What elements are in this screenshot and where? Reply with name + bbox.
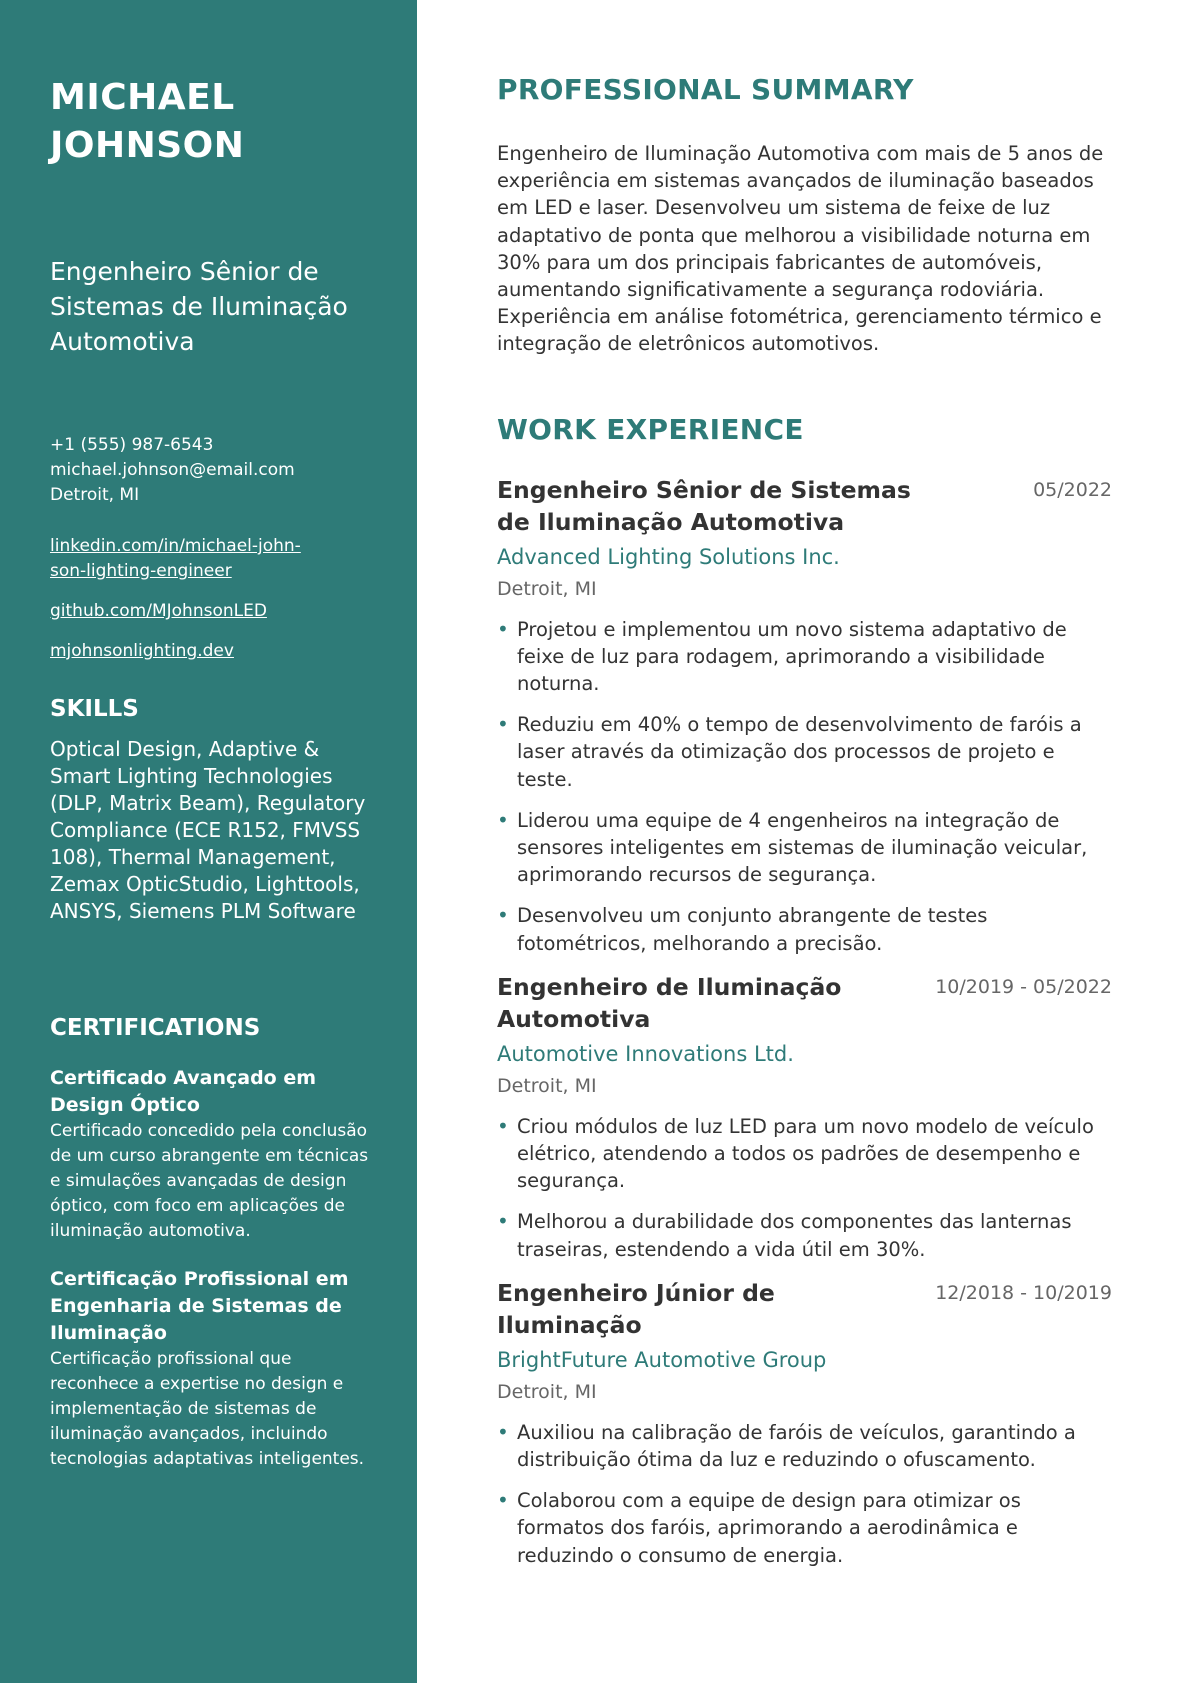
job-bullets <box>497 1419 1112 1569</box>
bullet-dot-icon: • <box>497 712 509 737</box>
job-bullet <box>497 1208 1112 1262</box>
job-title: Engenheiro Júnior de Iluminação <box>497 1278 775 1339</box>
email: michael.johnson@email.com <box>50 460 295 480</box>
bullet-dot-icon: • <box>497 616 509 641</box>
contact-location: Detroit, MI <box>50 485 140 505</box>
job-bullet <box>497 616 1112 698</box>
github-link[interactable]: github.com/MJohnsonLED <box>50 601 267 621</box>
job-date: 12/2018 - 10/2019 <box>935 1281 1112 1304</box>
phone: +1 (555) 987-6543 <box>50 435 214 455</box>
job-header <box>497 1277 1112 1341</box>
bullet-dot-icon: • <box>497 903 509 928</box>
main-content <box>497 70 1112 1583</box>
job-company: Advanced Lighting Solutions Inc. <box>497 544 840 569</box>
bullet-dot-icon: • <box>497 1488 509 1513</box>
job-bullet-text: Criou módulos de luz LED para um novo modelo de veículo elétrico, atendendo a todos os padrões de desempenho e segurança. <box>517 1114 1094 1193</box>
jobs-list <box>497 474 1112 1569</box>
linkedin-link[interactable]: linkedin.com/in/michael-john-son-lighting-engineer <box>50 536 301 581</box>
job-entry <box>497 474 1112 957</box>
job-entry <box>497 971 1112 1263</box>
certification-item <box>50 1065 377 1244</box>
name-first: MICHAEL <box>50 77 235 118</box>
certification-description: Certificação profissional que reconhece a expertise no design e implementação de sistemas de iluminação avançados, incluindo tecnologias adaptativas inteligentes. <box>50 1349 365 1469</box>
job-bullet-text: Reduziu em 40% o tempo de desenvolvimento de faróis a laser através da otimização dos processos de projeto e teste. <box>517 713 1082 791</box>
skills-heading: SKILLS <box>50 696 139 722</box>
job-bullets <box>497 616 1112 957</box>
job-bullet-text: Auxiliou na calibração de faróis de veículos, garantindo a distribuição ótima da luz e reduzindo o ofuscamento. <box>517 1420 1076 1472</box>
summary-heading: PROFESSIONAL SUMMARY <box>497 73 914 106</box>
contact-block <box>50 433 377 508</box>
links-block <box>50 534 377 664</box>
job-location: Detroit, MI <box>497 1380 597 1403</box>
job-date: 05/2022 <box>1033 478 1112 501</box>
bullet-dot-icon: • <box>497 1419 509 1444</box>
certifications-list <box>50 1065 377 1472</box>
name-last: JOHNSON <box>50 125 245 166</box>
bullet-dot-icon: • <box>497 1209 509 1234</box>
work-experience-heading: WORK EXPERIENCE <box>497 412 804 446</box>
job-entry <box>497 1277 1112 1569</box>
job-title: Engenheiro de Iluminação Automotiva <box>497 972 842 1033</box>
sidebar <box>0 0 417 1683</box>
job-company: BrightFuture Automotive Group <box>497 1347 827 1372</box>
job-bullet <box>497 711 1112 793</box>
candidate-name <box>50 74 310 170</box>
certifications-heading: CERTIFICATIONS <box>50 1015 261 1041</box>
website-link[interactable]: mjohnsonlighting.dev <box>50 641 234 661</box>
job-bullet <box>497 1487 1112 1569</box>
bullet-dot-icon: • <box>497 1113 509 1138</box>
job-date: 10/2019 - 05/2022 <box>935 975 1112 998</box>
summary-text: Engenheiro de Iluminação Automotiva com mais de 5 anos de experiência em sistemas avançados de iluminação baseados em LED e laser. Desenvolveu um sistema de feixe de luz adaptativo de ponta que melhorou a visibilidade noturna em 30% para um dos principais fabricantes de automóveis, aumentando significativamente a segurança rodoviária. Experiência em análise fotométrica, gerenciamento térmico e integração de eletrônicos automotivos. <box>497 142 1104 356</box>
certification-item <box>50 1266 377 1472</box>
job-location: Detroit, MI <box>497 1074 597 1097</box>
job-bullet-text: Projetou e implementou um novo sistema adaptativo de feixe de luz para rodagem, aprimorando a visibilidade noturna. <box>517 617 1067 696</box>
skills-text: Optical Design, Adaptive & Smart Lighting Technologies (DLP, Matrix Beam), Regulatory Compliance (ECE R152, FMVSS 108), Thermal Management, Zemax OpticStudio, Lighttools, ANSYS, Siemens PLM Software <box>50 737 366 923</box>
job-bullet <box>497 902 1112 956</box>
job-bullet <box>497 807 1112 889</box>
job-title: Engenheiro Sênior de Sistemas de Iluminação Automotiva <box>497 475 911 536</box>
job-location: Detroit, MI <box>497 577 597 600</box>
certification-title: Certificado Avançado em Design Óptico <box>50 1067 317 1116</box>
certification-description: Certificado concedido pela conclusão de um curso abrangente em técnicas e simulações avançadas de design óptico, com foco em aplicações de iluminação automotiva. <box>50 1121 369 1241</box>
job-bullet <box>497 1113 1112 1195</box>
job-bullet-text: Liderou uma equipe de 4 engenheiros na integração de sensores inteligentes em sistemas de iluminação veicular, aprimorando recursos de segurança. <box>517 808 1088 887</box>
job-bullet-text: Colaborou com a equipe de design para otimizar os formatos dos faróis, aprimorando a aerodinâmica e reduzindo o consumo de energia. <box>517 1489 1021 1567</box>
job-company: Automotive Innovations Ltd. <box>497 1041 794 1066</box>
certification-title: Certificação Profissional em Engenharia de Sistemas de Iluminação <box>50 1268 349 1344</box>
job-header <box>497 474 1112 538</box>
job-bullet-text: Melhorou a durabilidade dos componentes das lanternas traseiras, estendendo a vida útil em 30%. <box>517 1210 1072 1261</box>
job-header <box>497 971 1112 1035</box>
job-bullet <box>497 1419 1112 1473</box>
job-bullets <box>497 1113 1112 1263</box>
job-headline: Engenheiro Sênior de Sistemas de Iluminação Automotiva <box>50 257 348 356</box>
job-bullet-text: Desenvolveu um conjunto abrangente de testes fotométricos, melhorando a precisão. <box>517 904 988 955</box>
bullet-dot-icon: • <box>497 807 509 832</box>
